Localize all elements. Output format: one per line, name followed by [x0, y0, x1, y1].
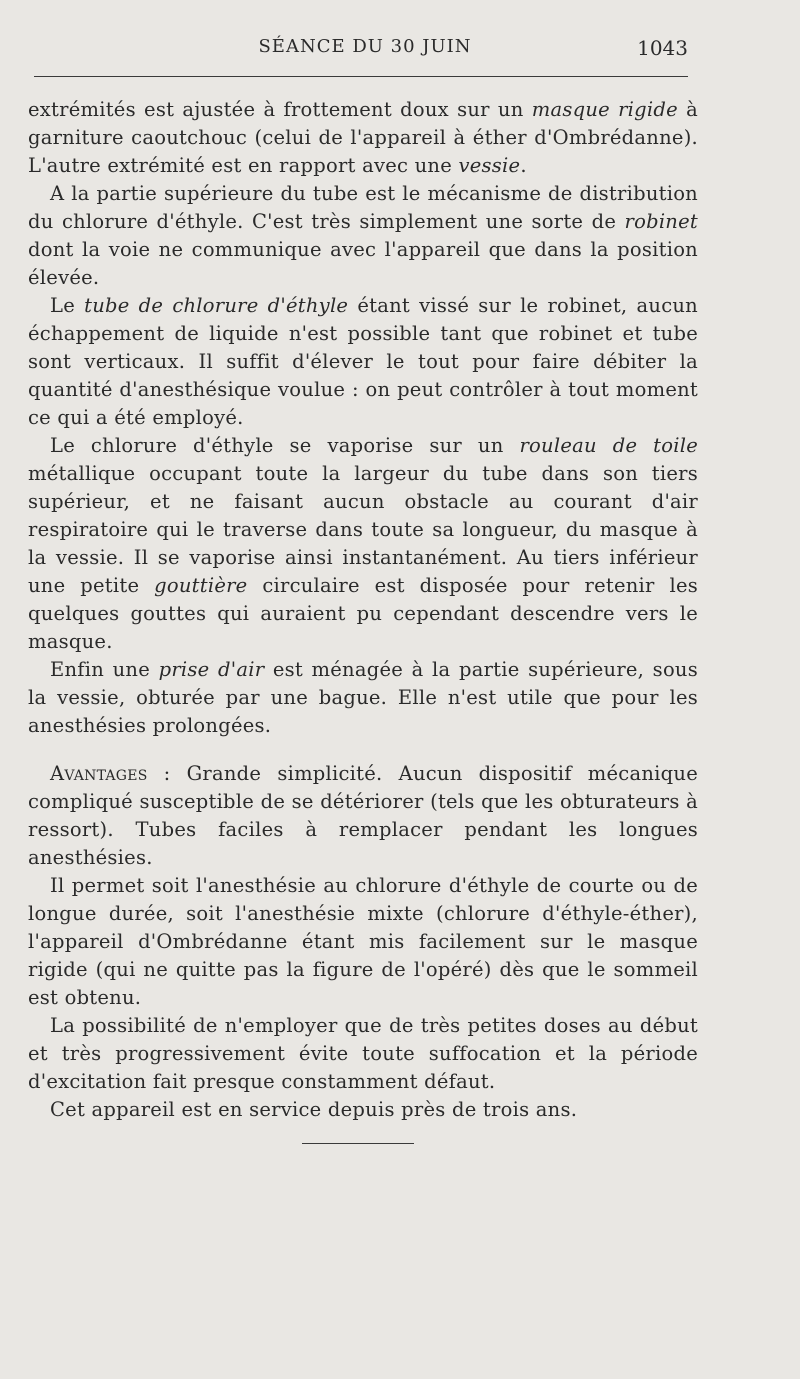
running-title: SÉANCE DU 30 JUIN — [258, 36, 472, 57]
text-run: . — [520, 154, 527, 177]
paragraph — [28, 760, 698, 872]
text-run: Enfin une — [50, 658, 159, 681]
paragraph — [28, 872, 698, 1012]
italic-term: robinet — [624, 210, 698, 233]
italic-term: vessie — [458, 154, 521, 177]
text-run: Cet appareil est en service depuis près de trois ans. — [50, 1098, 578, 1121]
text-run: métallique occupant toute la largeur du tube dans son tiers supérieur, et ne faisant aucun obstacle au courant d'air respiratoire qui le traverse dans toute sa longueur, du masque à la vessie. Il se vaporise ainsi instantanément. Au tiers inférieur une petite — [28, 462, 698, 597]
paragraph — [28, 180, 698, 292]
text-run: Le — [50, 294, 85, 317]
italic-term: rouleau de toile — [519, 434, 699, 457]
text-run: : Grande simplicité. Aucun dispositif mécanique compliqué susceptible de se détériorer (tels que les obturateurs à ressort). Tubes faciles à remplacer pendant les longues anesthésies. — [28, 762, 698, 869]
italic-term: prise d'air — [158, 658, 265, 681]
paragraph — [28, 1012, 698, 1096]
text-run: Le chlorure d'éthyle se vaporise sur un — [50, 434, 520, 457]
section-heading: Avantages — [50, 762, 148, 785]
paragraph — [28, 1096, 698, 1124]
text-run: étant vissé sur le robinet, aucun échappement de liquide n'est possible tant que robinet et tube sont verticaux. Il suffit d'élever le tout pour faire débiter la quantité d'anesthésique voulue : on peut contrôler à tout moment ce qui a été employé. — [28, 294, 698, 429]
paragraph — [28, 292, 698, 432]
paragraph — [28, 656, 698, 740]
italic-term: gouttière — [154, 574, 248, 597]
paragraph — [28, 432, 698, 656]
text-run: à garniture caoutchouc (celui de l'appareil à éther d'Ombrédanne). L'autre extrémité est en rapport avec une — [28, 98, 698, 177]
text-run: Il permet soit l'anesthésie au chlorure d'éthyle de courte ou de longue durée, soit l'anesthésie mixte (chlorure d'éthyle-éther), l'appareil d'Ombrédanne étant mis facilement sur le masque rigide (qui ne quitte pas la figure de l'opéré) dès que le sommeil est obtenu. — [28, 874, 698, 1009]
text-run: extrémités est ajustée à frottement doux sur un — [28, 98, 532, 121]
page-header — [0, 36, 800, 60]
page-number: 1043 — [637, 36, 688, 60]
end-rule — [302, 1143, 414, 1144]
paragraph — [28, 96, 698, 180]
text-run: dont la voie ne communique avec l'appareil que dans la position élevée. — [28, 238, 698, 289]
text-run: A la partie supérieure du tube est le mécanisme de distribution du chlorure d'éthyle. C'est très simplement une sorte de — [28, 182, 698, 233]
text-run: est ménagée à la partie supérieure, sous la vessie, obturée par une bague. Elle n'est utile que pour les anesthésies prolongées. — [28, 658, 698, 737]
text-run: La possibilité de n'employer que de très petites doses au début et très progressivement évite toute suffocation et la période d'excitation fait presque constamment défaut. — [28, 1014, 698, 1093]
header-rule — [34, 76, 688, 77]
italic-term: masque rigide — [531, 98, 678, 121]
italic-term: tube de chlorure d'éthyle — [84, 294, 349, 317]
text-run: circulaire est disposée pour retenir les quelques gouttes qui auraient pu cependant descendre vers le masque. — [28, 574, 698, 653]
body-text — [28, 96, 698, 1124]
